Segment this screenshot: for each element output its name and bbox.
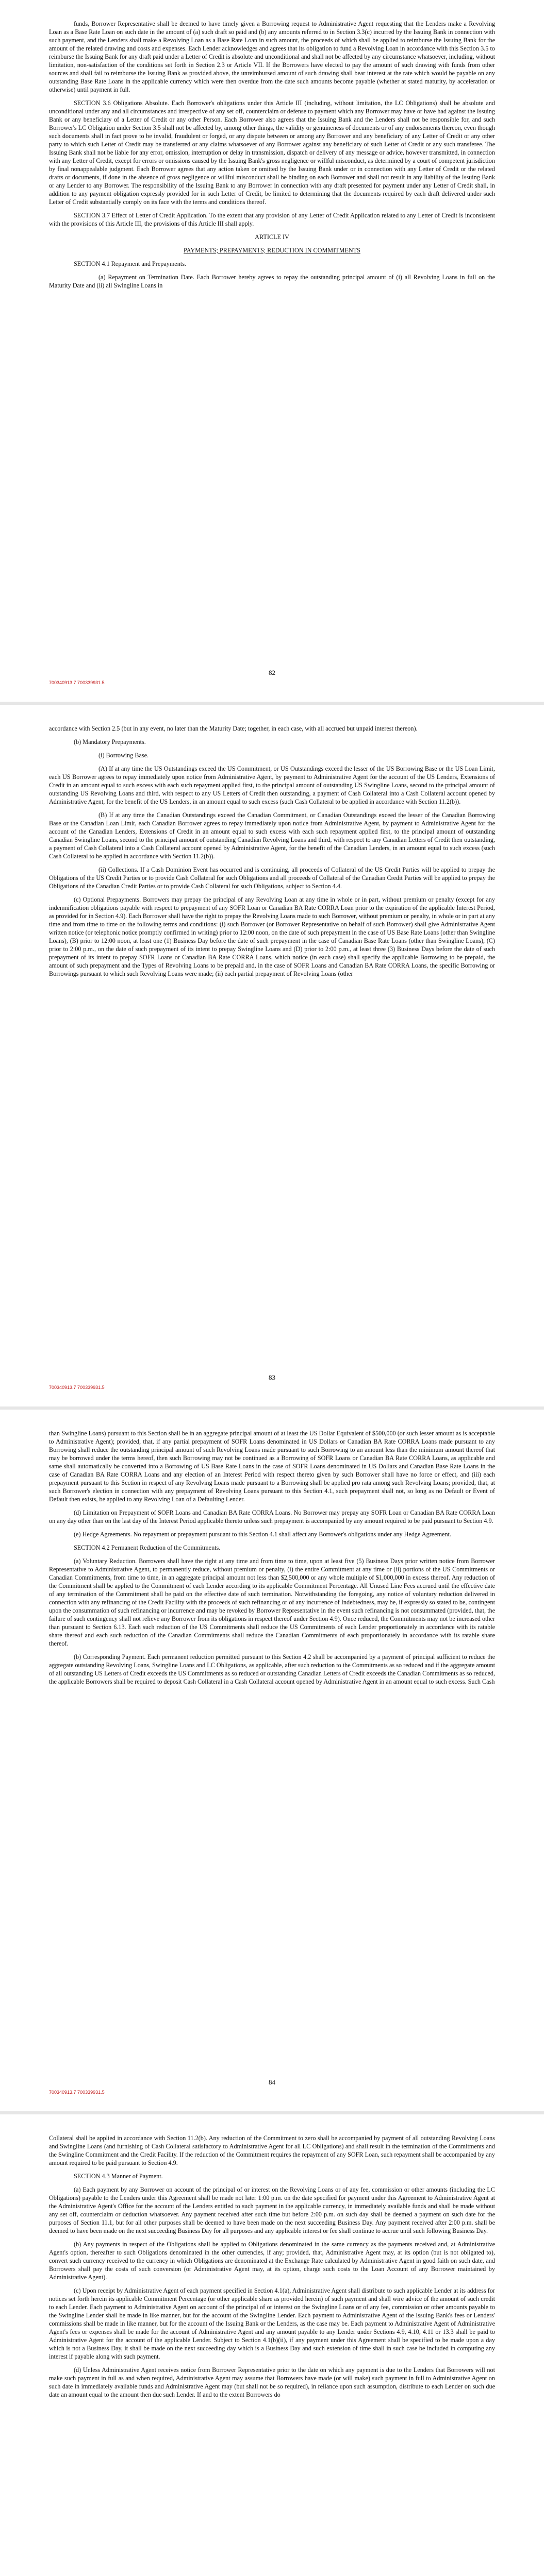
paragraph: Collateral shall be applied in accordance with Section 11.2(b). Any reduction of the Commitment to zero shall be accompanied by payment of all outstanding Revolving Loans and Swingline Loans (and furnishing of Cash Collateral satisfactory to Administrative Agent for all LC Obligations) and shall result in the termination of the Commitments and the Swingline Commitment and the Credit Facility. If the reduction of the Commitment requires the repayment of any SOFR Loan, such repayment shall be accompanied by any amount required to be paid pursuant to Section 4.9. <box>49 2134 495 2166</box>
paragraph: (a) Repayment on Termination Date. Each Borrower hereby agrees to repay the outstanding principal amount of (i) all Revolving Loans in full on the Maturity Date and (ii) all Swingline Loans in <box>49 274 495 289</box>
page-4-body <box>49 2134 495 2404</box>
paragraph: SECTION 3.7 Effect of Letter of Credit Application. To the extent that any provision of any Letter of Credit Application related to any Letter of Credit is inconsistent with the provisions of this Article III, the provisions of this Article III shall apply. <box>49 212 495 227</box>
page-2-body <box>49 724 495 983</box>
paragraph: (c) Upon receipt by Administrative Agent of each payment specified in Section 4.1(a), Administrative Agent shall distribute to such applicable Lender at its address for notices set forth herein its applicable Commitment Percentage (or other applicable share as provided herein) of such payment and shall wire advice of the amount of such credit to each Lender. Each payment to Administrative Agent on account of the principal of or interest on the Swingline Loans or of any fee, commission or other amounts payable to the Swingline Lender shall be made in like manner, but for the account of the Swingline Lender. Each payment to Administrative Agent of the Issuing Bank's fees or Lenders' commissions shall be made in like manner, but for the account of the Issuing Bank or the Lenders, as the case may be. Each payment to Administrative Agent of Administrative Agent's fees or expenses shall be made for the account of Administrative Agent and any amount payable to any Lender under Sections 4.9, 4.10, 4.11 or 13.3 shall be paid to Administrative Agent for the account of the applicable Lender. Subject to Section 4.1(b)(ii), if any payment under this Agreement shall be specified to be made upon a day which is not a Business Day, it shall be made on the next succeeding day which is a Business Day and such extension of time shall in such case be included in computing any interest if payable along with such payment. <box>49 2287 495 2360</box>
subsection-heading: (b) Mandatory Prepayments. <box>74 738 146 745</box>
page-number: 83 <box>269 1374 275 1381</box>
section-heading: SECTION 4.2 Permanent Reduction of the Commitments. <box>74 1544 221 1551</box>
document-id: 700340913.7 700339931.5 <box>49 1385 105 1390</box>
paragraph: SECTION 3.6 Obligations Absolute. Each Borrower's obligations under this Article III (including, without limitation, the LC Obligations) shall be absolute and unconditional under any and all circumstances and irrespective of any set off, counterclaim or defense to payment which any Borrower may have or have had against the Issuing Bank or any beneficiary of a Letter of Credit or any other Person. Each Borrower also agrees that the Issuing Bank and the Lenders shall not be responsible for, and such Borrower's LC Obligation under Section 3.5 shall not be affected by, among other things, the validity or genuineness of documents or of any endorsements thereon, even though such documents shall in fact prove to be invalid, fraudulent or forged, or any dispute between or among any Borrower and any beneficiary of any Letter of Credit or any other party to which such Letter of Credit may be transferred or any claims whatsoever of any Borrower against any beneficiary of such Letter of Credit or any such transferee. The Issuing Bank shall not be liable for any error, omission, interruption or delay in transmission, dispatch or delivery of any message or advice, however transmitted, in connection with any Letter of Credit, except for errors or omissions caused by the Issuing Bank's gross negligence or willful misconduct, as determined by a court of competent jurisdiction by final nonappealable judgment. Each Borrower agrees that any action taken or omitted by the Issuing Bank under or in connection with any Letter of Credit or the related drafts or documents, if done in the absence of gross negligence or willful misconduct shall be binding on each Borrower and shall not result in any liability of the Issuing Bank or any Lender to any Borrower. The responsibility of the Issuing Bank to any Borrower in connection with any draft presented for payment under any Letter of Credit shall, in addition to any payment obligation expressly provided for in such Letter of Credit, be limited to determining that the documents required by each draft delivered under such Letter of Credit substantially comply on its face with the terms and conditions thereof. <box>49 99 495 206</box>
paragraph: (b) Any payments in respect of the Obligations shall be applied to Obligations denominated in the same currency as the payments received and, at Administrative Agent's option, thereafter to such Obligations denominated in the other currencies, if any; provided, that, Administrative Agent may, at its option (but is not obligated to), convert such currency received to the currency in which Obligations are denominated at the Exchange Rate calculated by Administrative Agent in good faith on such date, and Borrowers shall pay the costs of such conversion (or Administrative Agent may, at its option, charge such costs to the Loan Account of any Borrower maintained by Administrative Agent). <box>49 2241 495 2281</box>
document-id: 700340913.7 700339931.5 <box>49 680 105 685</box>
page-3-body <box>49 1429 495 1691</box>
document-page-3 <box>0 1410 544 2110</box>
paragraph: (a) Voluntary Reduction. Borrowers shall have the right at any time and from time to time, upon at least five (5) Business Days prior written notice from Borrower Representative to Administrative Agent, to permanently reduce, without premium or penalty, (i) the entire Commitment at any time or (ii) portions of the US Commitments or Canadian Commitments, from time to time, in an aggregate principal amount not less than $2,500,000 or any whole multiple of $1,000,000 in excess thereof. Any reduction of the Commitment shall be applied to the Commitment of each Lender according to its applicable Commitment Percentage. All Unused Line Fees accrued until the effective date of any termination of the Commitment shall be paid on the effective date of such termination. Notwithstanding the foregoing, any notice of voluntary reduction delivered in connection with any refinancing of the Credit Facility with the proceeds of such refinancing or of any incurrence of Indebtedness, may be, if expressly so stated to be, contingent upon the consummation of such refinancing or incurrence and may be revoked by Borrower Representative in the event such refinancing is not consummated (provided, that, the failure of such contingency shall not relieve any Borrower from its obligations in respect thereof under Section 4.9). Once reduced, the Commitments may not be increased other than pursuant to Section 6.13. Each such reduction of the US Commitments shall reduce the US Commitments of each Lender proportionately in accordance with its ratable share thereof and each such reduction of the Canadian Commitments shall reduce the Canadian Commitments of each proportionately in accordance with its ratable share thereof. <box>49 1557 495 1647</box>
paragraph: (B) If at any time the Canadian Outstandings exceed the Canadian Commitment, or Canadian Outstandings exceed the lesser of the Canadian Borrowing Base or the Canadian Loan Limit, each Canadian Borrower agrees to repay immediately upon notice from Administrative Agent, by payment to Administrative Agent for the account of the Canadian Lenders, Extensions of Credit in an amount equal to such excess with each such repayment applied first, to the principal amount of outstanding Canadian Swingline Loans, second to the principal amount of outstanding Canadian Revolving Loans and third, with respect to any Canadian Letters of Credit then outstanding, a payment of Cash Collateral into a Cash Collateral account opened by Administrative Agent, for the benefit of the Canadian Lenders, in an amount equal to such excess (such Cash Collateral to be applied in accordance with Section 11.2(b)). <box>49 811 495 860</box>
paragraph: accordance with Section 2.5 (but in any event, no later than the Maturity Date; together, in each case, with all accrued but unpaid interest thereon). <box>49 725 418 732</box>
page-number: 82 <box>269 669 275 676</box>
paragraph: (c) Optional Prepayments. Borrowers may prepay the principal of any Revolving Loan at any time in whole or in part, without premium or penalty (except for any indemnification obligations payable with respect to prepayment of any SOFR Loan or Canadian BA Rate CORRA Loan prior to the expiration of the applicable Interest Period, as provided for in Section 4.9). Each Borrower shall have the right to prepay the Revolving Loans made to such Borrower, without premium or penalty, in whole or in part at any time and from time to time on the following terms and conditions: (i) such Borrower (or Borrower Representative on behalf of such Borrower) shall give Administrative Agent written notice (or telephonic notice promptly confirmed in writing) prior to 12:00 noon, on the date of such prepayment in the case of US Base Rate Loans (other than Swingline Loans), (B) prior to 12:00 noon, at least one (1) Business Day before the date of such prepayment in the case of Canadian Base Rate Loans (other than Swingline Loans), (C) prior to 2:00 p.m., on the date of such prepayment of its intent to prepay Swingline Loans and (D) prior to 2:00 p.m., at least three (3) Business Days before the date of such prepayment of its intent to prepay SOFR Loans or Canadian BA Rate CORRA Loans, which notice (in each case) shall specify the applicable Borrowing to be prepaid, the amount of such prepayment and the Types of Revolving Loans to be prepaid and, in the case of SOFR Loans and Canadian BA Rate CORRA Loans, the specific Borrowing or Borrowings pursuant to which such Revolving Loans were made; (ii) each partial prepayment of Revolving Loans (other <box>49 896 495 977</box>
paragraph: (d) Limitation on Prepayment of SOFR Loans and Canadian BA Rate CORRA Loans. No Borrower may prepay any SOFR Loan or Canadian BA Rate CORRA Loan on any day other than on the last day of the Interest Period applicable thereto unless such prepayment is accompanied by any amount required to be paid pursuant to Section 4.9. <box>49 1509 495 1524</box>
page-number: 84 <box>269 2078 275 2086</box>
paragraph: (b) Corresponding Payment. Each permanent reduction permitted pursuant to this Section 4.2 shall be accompanied by a payment of principal sufficient to reduce the aggregate outstanding Revolving Loans, Swingline Loans and LC Obligations, as applicable, after such reduction to the Commitments as so reduced and if the aggregate amount of all outstanding US Letters of Credit exceeds the US Commitments as so reduced or outstanding Canadian Letters of Credit exceeds the Canadian Commitments as so reduced, the applicable Borrowers shall be required to deposit Cash Collateral in a Cash Collateral account opened by Administrative Agent in an amount equal to such excess. Such Cash <box>49 1653 495 1685</box>
document-id: 700340913.7 700339931.5 <box>49 2090 105 2095</box>
document-page-1 <box>0 0 544 701</box>
document-page-2 <box>0 705 544 1405</box>
article-title: ARTICLE IV <box>255 233 289 241</box>
section-heading: SECTION 4.1 Repayment and Prepayments. <box>74 260 186 267</box>
paragraph: (a) Each payment by any Borrower on account of the principal of or interest on the Revolving Loans or of any fee, commission or other amounts (including the LC Obligations) payable to the Lenders under this Agreement shall be made not later 1:00 p.m. on the date specified for payment under this Agreement to Administrative Agent at the Administrative Agent's Office for the account of the Lenders entitled to such payment in the applicable currency, in immediately available funds and shall be made without any set off, counterclaim or deduction whatsoever. Any payment received after such time but before 2:00 p.m. on such day shall be deemed a payment on such date for the purposes of Section 11.1, but for all other purposes shall be deemed to have been made on the next succeeding Business Day. Any payment received after 2:00 p.m. shall be deemed to have been made on the next succeeding Business Day for all purposes and any applicable interest or fee shall continue to accrue until such following Business Day. <box>49 2186 495 2234</box>
article-subtitle: PAYMENTS; PREPAYMENTS; REDUCTION IN COMMITMENTS <box>184 247 360 254</box>
subsection-heading: (i) Borrowing Base. <box>98 752 149 759</box>
paragraph: (A) If at any time the US Outstandings exceed the US Commitment, or US Outstandings exceed the lesser of the US Borrowing Base or the US Loan Limit, each US Borrower agrees to repay immediately upon notice from Administrative Agent, by payment to Administrative Agent for the account of the US Lenders, Extensions of Credit in an amount equal to such excess with each such repayment applied first, to the principal amount of outstanding US Swingline Loans, second to the principal amount of outstanding US Revolving Loans and third, with respect to any US Letters of Credit then outstanding, a payment of Cash Collateral into a Cash Collateral account opened by Administrative Agent, for the benefit of the US Lenders, in an amount equal to such excess (such Cash Collateral to be applied in accordance with Section 11.2(b)). <box>49 765 495 805</box>
paragraph: than Swingline Loans) pursuant to this Section shall be in an aggregate principal amount of at least the US Dollar Equivalent of $500,000 (or such lesser amount as is acceptable to Administrative Agent); provided, that, if any partial prepayment of SOFR Loans denominated in US Dollars or Canadian BA Rate CORRA Loans made pursuant to any Borrowing shall reduce the outstanding principal amount of such Revolving Loans made pursuant to such Borrowing to an amount less than the minimum amount thereof that may be borrowed under the terms hereof, then such Borrowing may not be continued as a Borrowing of SOFR Loans or Canadian BA Rate CORRA Loans, as applicable and same shall automatically be converted into a Borrowing of US Base Rate Loans in the case of SOFR Loans denominated in US Dollars and Canadian Base Rate Loans in the case of Canadian BA Rate CORRA Loans and any election of an Interest Period with respect thereto given by such Borrower shall have no force or effect, and (iii) each prepayment pursuant to this Section in respect of any Revolving Loans made pursuant to a Borrowing shall be applied pro rata among such Revolving Loans; provided, that, at such Borrower's election in connection with any prepayment of Revolving Loans pursuant to this Section 4.1, such prepayment shall not, so long as no Default or Event of Default then exists, be applied to any Revolving Loan of a Defaulting Lender. <box>49 1430 495 1503</box>
paragraph: (e) Hedge Agreements. No repayment or prepayment pursuant to this Section 4.1 shall affect any Borrower's obligations under any Hedge Agreement. <box>74 1531 451 1538</box>
document-page-4 <box>0 2114 544 2576</box>
paragraph: funds, Borrower Representative shall be deemed to have timely given a Borrowing request to Administrative Agent requesting that the Lenders make a Revolving Loan as a Base Rate Loan on such date in the amount of (a) such draft so paid and (b) any amounts referred to in Section 3.3(c) incurred by the Issuing Bank in connection with such payment, and the Lenders shall make a Revolving Loan as a Base Rate Loan in such amount, the proceeds of which shall be applied to reimburse the Issuing Bank for the amount of the related drawing and costs and expenses. Each Lender acknowledges and agrees that its obligation to fund a Revolving Loan in accordance with this Section 3.5 to reimburse the Issuing Bank for any draft paid under a Letter of Credit is absolute and unconditional and shall not be affected by any circumstance whatsoever, including, without limitation, non-satisfaction of the conditions set forth in Section 2.3 or Article VII. If the Borrowers have elected to pay the amount of such drawing with funds from other sources and shall fail to reimburse the Issuing Bank as provided above, the unreimbursed amount of such drawing shall bear interest at the rate which would be payable on any outstanding Base Rate Loans in the applicable currency which were then overdue from the date such amounts become payable (whether at stated maturity, by acceleration or otherwise) until payment in full. <box>49 20 495 93</box>
paragraph: (d) Unless Administrative Agent receives notice from Borrower Representative prior to the date on which any payment is due to the Lenders that Borrowers will not make such payment in full as and when required, Administrative Agent may assume that Borrowers have made (or will make) such payment in full to Administrative Agent on such date in immediately available funds and Administrative Agent may (but shall not be so required), in reliance upon such assumption, distribute to each Lender on such due date an amount equal to the amount then due such Lender. If and to the extent Borrowers do <box>49 2366 495 2398</box>
paragraph: (ii) Collections. If a Cash Dominion Event has occurred and is continuing, all proceeds of Collateral of the US Credit Parties will be applied to prepay the Obligations of the US Credit Parties or to provide Cash Collateral for such Obligations and all proceeds of Collateral of the Canadian Credit Parties will be applied to prepay the Obligations of the Canadian Credit Parties or to provide Cash Collateral for such Obligations, subject to Section 4.4. <box>49 866 495 890</box>
page-1-body <box>49 20 495 295</box>
section-heading: SECTION 4.3 Manner of Payment. <box>74 2173 163 2180</box>
